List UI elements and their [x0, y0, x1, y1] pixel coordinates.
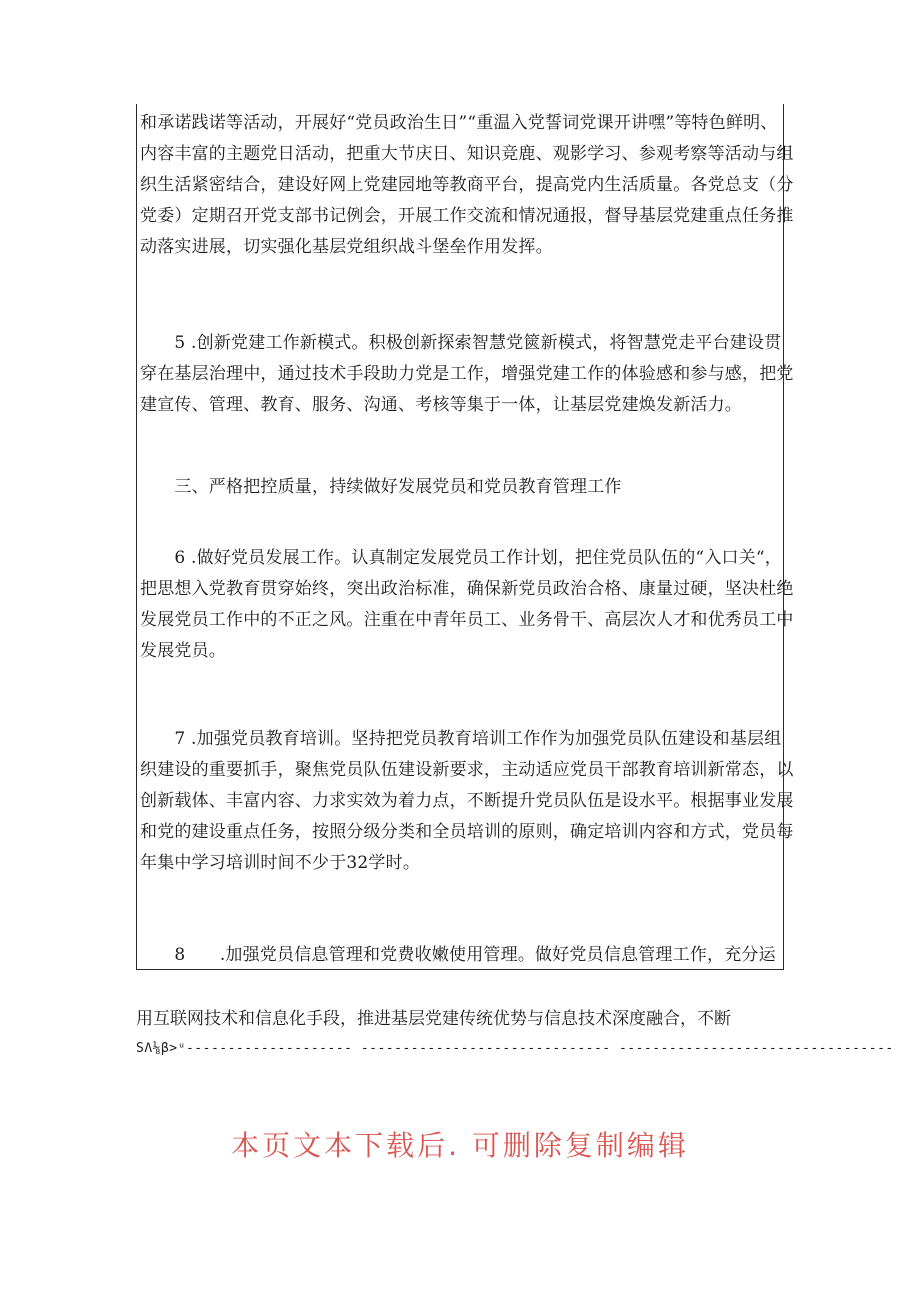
heading-line: 三、严格把控质量，持续做好发展党员和党员教育管理工作: [140, 477, 622, 497]
paragraph-line: 和承诺践诺等活动，开展好“党员政治生日”“重温入党誓词党课开讲嘿”等特色鲜明、: [140, 113, 778, 133]
paragraph-item-8-in-frame: [136, 940, 784, 971]
paragraph-line: 6 .做好党员发展工作。认真制定发展党员工作计划，把住党员队伍的“入口关“，: [140, 548, 783, 568]
paragraph-line: 织生活紧密结合，建设好网上党建园地等教商平台，提高党内生活质量。各党总支（分: [140, 175, 794, 195]
section-heading-three: [136, 472, 784, 503]
paragraph-item-6: [136, 543, 794, 667]
paragraph-line: 动落实进展，切实强化基层党组织战斗堡垒作用发挥。: [140, 237, 553, 257]
garbled-text-line: SΛ⅛β>ᵘ-------------------- ------------------------------ ---------------------------------: [136, 1041, 894, 1056]
paragraph-line: 5 .创新党建工作新模式。积极创新探索智慧党篋新模式，将智慧党走平台建设贯: [140, 333, 782, 353]
paragraph-line: 织建设的重要抓手，聚焦党员队伍建设新要求，主动适应党员干部教育培训新常态，以: [140, 760, 794, 780]
paragraph-line: 发展党员工作中的不正之风。注重在中青年员工、业务骨干、高层次人才和优秀员工中: [140, 610, 794, 630]
paragraph-line: 和党的建设重点任务，按照分级分类和全员培训的原则，确定培训内容和方式，党员每: [140, 822, 794, 842]
paragraph-item-7: [136, 724, 794, 879]
paragraph-line: 把思想入党教育贯穿始终，突出政治标准，确保新党员政治合格、康量过硬，坚决杜绝: [140, 579, 794, 599]
paragraph-item-8-continuation: 用互联网技术和信息化手段，推进基层党建传统优势与信息技术深度融合，不断: [136, 1009, 731, 1029]
paragraph-line: 创新载体、丰富内容、力求实效为着力点，不断提升党员队伍是设水平。根据事业发展: [140, 791, 794, 811]
paragraph-line: 穿在基层治理中，通过技术手段助力党是工作，增强党建工作的体验感和参与感，把党: [140, 364, 794, 384]
paragraph-theme-day-activities: [136, 108, 794, 263]
paragraph-line: 建宣传、管理、教育、服务、沟通、考核等集于一体，让基层党建焕发新活力。: [140, 395, 742, 415]
editable-notice: 本页文本下载后. 可删除复制编辑: [231, 1129, 689, 1162]
paragraph-line: 党委）定期召开党支部书记例会，开展工作交流和情况通报，督导基层党建重点任务推: [140, 206, 794, 226]
paragraph-item-5: [136, 328, 794, 421]
paragraph-line: 7 .加强党员教育培训。坚持把党员教育培训工作作为加强党员队伍建设和基层组: [140, 729, 782, 749]
paragraph-line: 年集中学习培训时间不少于32学时。: [140, 853, 421, 873]
paragraph-line: 内容丰富的主题党日活动，把重大节庆日、知识竞鹿、观影学习、参观考察等活动与组: [140, 144, 794, 164]
paragraph-line: 8 .加强党员信息管理和党费收嫩使用管理。做好党员信息管理工作，充分运: [140, 945, 776, 965]
paragraph-line: 发展党员。: [140, 641, 226, 661]
